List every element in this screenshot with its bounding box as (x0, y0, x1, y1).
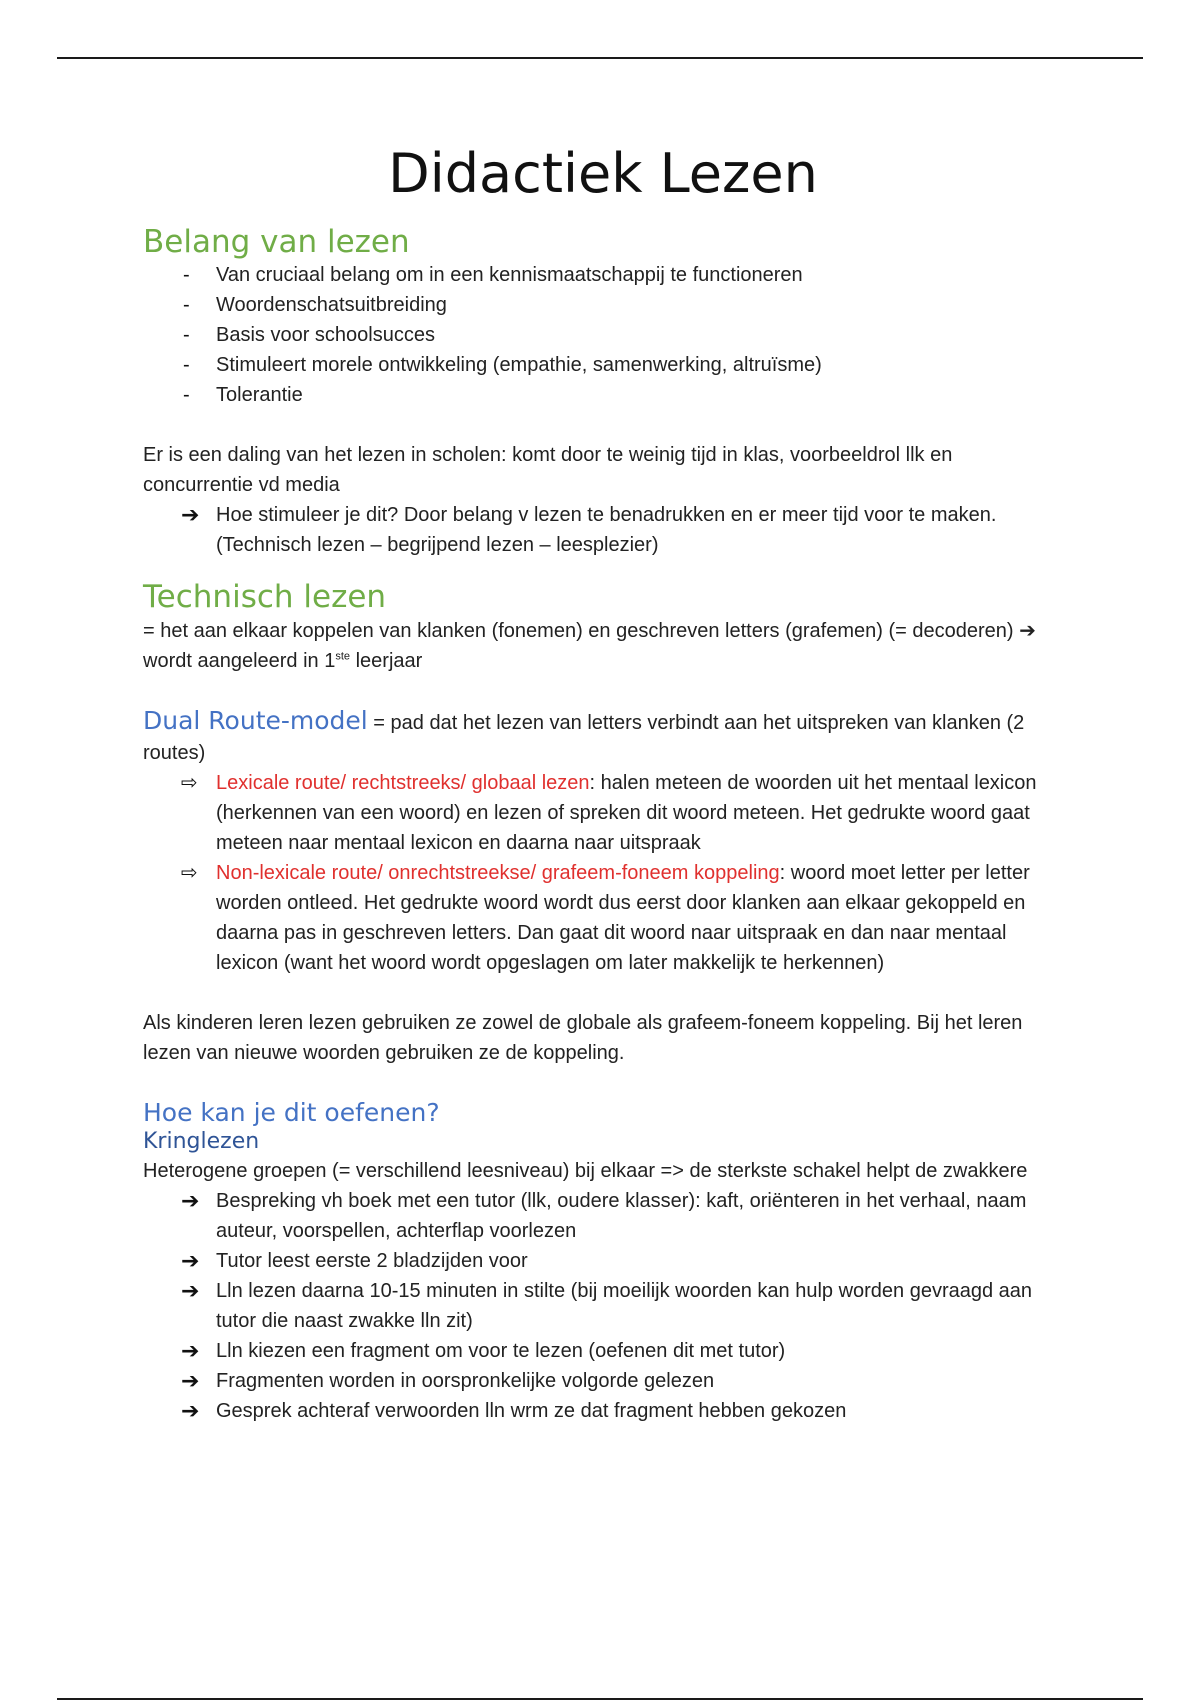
arrow-bullet-icon: ➔ (181, 1187, 200, 1213)
dash-bullet: - (183, 294, 190, 317)
heading-dual-route-model: Dual Route-model (143, 706, 368, 736)
belang-arrow-list (143, 500, 1063, 560)
document-title: Didactiek Lezen (388, 142, 818, 205)
spacer (143, 560, 1063, 580)
hollow-arrow-bullet-icon: ⇨ (181, 772, 198, 795)
belang-bullet-list (143, 260, 1063, 410)
list-item: - Tolerantie (143, 380, 1063, 410)
arrow-bullet-icon: ➔ (181, 1397, 200, 1423)
kringlezen-steps-list (143, 1186, 1063, 1426)
heading-technisch-lezen: Technisch lezen (143, 579, 387, 616)
spacer (143, 1068, 1063, 1098)
hollow-arrow-bullet-icon: ⇨ (181, 862, 198, 885)
list-item: ⇨ Non-lexicale route/ onrechtstreekse/ grafeem-foneem koppeling: woord moet letter per letter worden ontleed. Het gedrukte woord wordt dus eerst door klanken aan elkaar gekoppeld en daarna pas in geschreven letters. Dan gaat dit woord naar uitspraak en dan naar mentaal lexicon (want het woord wordt opgeslagen om later makkelijk te herkennen) (143, 858, 1063, 978)
heading-belang-van-lezen: Belang van lezen (143, 223, 410, 260)
dual-route-intro: Dual Route-model = pad dat het lezen van letters verbindt aan het uitspreken van klanken (2 routes) (143, 706, 1025, 765)
dash-bullet: - (183, 354, 190, 377)
list-item: ➔ Tutor leest eerste 2 bladzijden voor (143, 1246, 1063, 1276)
spacer (143, 410, 1063, 440)
belang-paragraph: Er is een daling van het lezen in scholen: komt door te weinig tijd in klas, voorbeeldrol llk en concurrentie vd media (143, 444, 953, 497)
dash-bullet: - (183, 324, 190, 347)
list-item: ➔ Hoe stimuleer je dit? Door belang v lezen te benadrukken en er meer tijd voor te maken. (Technisch lezen – begrijpend lezen – leesplezier) (181, 502, 997, 557)
dual-route-paragraph: Als kinderen leren lezen gebruiken ze zowel de globale als grafeem-foneem koppeling. Bij het leren lezen van nieuwe woorden gebruiken ze de koppeling. (143, 1012, 1023, 1065)
route-label: Lexicale route/ rechtstreeks/ globaal lezen (216, 772, 590, 795)
list-item: ➔ Gesprek achteraf verwoorden lln wrm ze dat fragment hebben gekozen (143, 1396, 1063, 1426)
kringlezen-paragraph: Heterogene groepen (= verschillend leesniveau) bij elkaar => de sterkste schakel helpt de zwakkere (143, 1159, 1028, 1182)
arrow-bullet-icon: ➔ (181, 502, 200, 528)
technisch-definition: = het aan elkaar koppelen van klanken (fonemen) en geschreven letters (grafemen) (= decoderen) ➔ wordt aangeleerd in 1ste leerjaar (143, 620, 1036, 673)
list-item: ➔ Lln lezen daarna 10-15 minuten in stilte (bij moeilijk woorden kan hulp worden gevraagd aan tutor die naast zwakke lln zit) (181, 1277, 1033, 1332)
arrow-bullet-icon: ➔ (181, 1247, 200, 1273)
heading-hoe-kan-je-dit-oefenen: Hoe kan je dit oefenen? (143, 1098, 440, 1128)
dash-bullet: - (183, 384, 190, 407)
dash-bullet: - (183, 264, 190, 287)
list-item: - Van cruciaal belang om in een kennismaatschappij te functioneren (143, 260, 1063, 290)
list-item: ➔ Bespreking vh boek met een tutor (llk, oudere klasser): kaft, oriënteren in het verhaal, naam auteur, voorspellen, achterflap voorlezen (181, 1187, 1027, 1242)
list-item: ➔ Lln kiezen een fragment om voor te lezen (oefenen dit met tutor) (143, 1336, 1063, 1366)
document-page (143, 130, 1063, 1426)
spacer (143, 676, 1063, 706)
heading-kringlezen: Kringlezen (143, 1129, 260, 1155)
route-label: Non-lexicale route/ onrechtstreekse/ grafeem-foneem koppeling (216, 862, 780, 885)
arrow-bullet-icon: ➔ (181, 1367, 200, 1393)
list-item: - Stimuleert morele ontwikkeling (empathie, samenwerking, altruïsme) (143, 350, 1063, 380)
top-rule (57, 57, 1143, 59)
arrow-icon: ➔ (1019, 620, 1036, 643)
list-item: ⇨ Lexicale route/ rechtstreeks/ globaal lezen: halen meteen de woorden uit het mentaal lexicon (herkennen van een woord) en lezen of spreken dit woord meteen. Het gedrukte woord gaat meteen naar mentaal lexicon en daarna naar uitspraak (143, 768, 1063, 858)
list-item: - Woordenschatsuitbreiding (143, 290, 1063, 320)
arrow-bullet-icon: ➔ (181, 1277, 200, 1303)
list-item: ➔ Fragmenten worden in oorspronkelijke volgorde gelezen (143, 1366, 1063, 1396)
spacer (143, 978, 1063, 1008)
list-item: - Basis voor schoolsucces (143, 320, 1063, 350)
arrow-bullet-icon: ➔ (181, 1337, 200, 1363)
route-list (143, 768, 1063, 978)
